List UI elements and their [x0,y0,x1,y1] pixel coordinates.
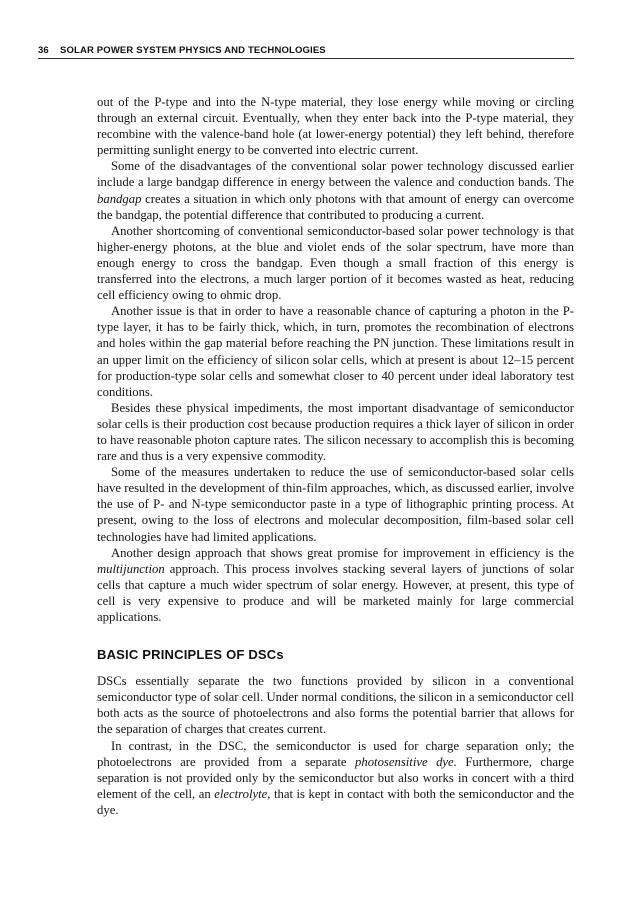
running-head-title: SOLAR POWER SYSTEM PHYSICS AND TECHNOLOGIES [60,45,326,56]
paragraph-2-part-1: Some of the disadvantages of the conventional solar power technology discussed earlier include a large bandgap difference in energy between the valence and conduction bands. The [97,159,574,190]
body-text [97,94,574,818]
section-paragraph-1: DSCs essentially separate the two functions provided by silicon in a conventional semiconductor type of solar cell. Under normal conditions, the silicon in a semiconductor cell both acts as the source of photoelectrons and also forms the potential barrier that allows for the separation of charges that creates current. [97,674,574,737]
page-number: 36 [38,45,49,56]
paragraph-7-part-2: approach. This process involves stacking several layers of junctions of solar cells that capture a much wider spectrum of solar energy. However, at present, this type of cell is very expensive to produce and will be marketed mainly for large commercial applications. [97,561,574,624]
paragraph-5: Besides these physical impediments, the most important disadvantage of semiconductor solar cells is their production cost because production requires a thick layer of silicon in order to have reasonable photon capture rates. The silicon necessary to accomplish this is becoming rare and thus is a very expensive commodity. [97,400,574,464]
paragraph-1: out of the P-type and into the N-type material, they lose energy while moving or circling through an external circuit. Eventually, when they enter back into the P-type material, they recombine with the valence-band hole (at lower-energy potential) they left behind, therefore permitting sunlight energy to be converted into electric current. [97,95,574,158]
term-electrolyte: electrolyte, [214,786,271,801]
running-head [38,45,574,56]
paragraph-3: Another shortcoming of conventional semiconductor-based solar power technology is that higher-energy photons, at the blue and violet ends of the solar spectrum, have more than enough energy to cross the bandgap. Even though a small fraction of this energy is transferred into the electrons, a much larger portion of it becomes wasted as heat, reducing cell efficiency owing to ohmic drop. [97,223,574,303]
section-paragraph-2-part-1: In contrast, in the DSC, the semiconductor is used for charge separation only; the photoelectrons are provided from a separate [97,738,574,769]
section-paragraph-2-part-3: that is kept in contact with both the semiconductor and the dye. [97,786,574,817]
paragraph-7-part-1: Another design approach that shows great promise for improvement in efficiency is the [111,545,574,560]
section-paragraph-2-part-2: Furthermore, charge separation is not provided only by the semiconductor but also works in concert with a third element of the cell, an [97,754,575,801]
paragraph-4: Another issue is that in order to have a reasonable chance of capturing a photon in the P-type layer, it has to be fairly thick, which, in turn, promotes the recombination of electrons and holes within the gap material before reaching the PN junction. These limitations result in an upper limit on the efficiency of silicon solar cells, which at present is about 12–15 percent for production-type solar cells and somewhat closer to 40 percent under ideal laboratory test conditions. [97,304,574,399]
term-multijunction: multijunction [97,561,165,576]
header-rule [38,58,574,59]
section-paragraph-2 [97,738,574,818]
section-heading: BASIC PRINCIPLES OF DSCs [97,647,284,663]
paragraph-2-part-2: creates a situation in which only photons with that amount of energy can overcome the bandgap, the potential difference that contributed to producing a current. [97,191,574,222]
paragraph-6: Some of the measures undertaken to reduce the use of semiconductor-based solar cells have resulted in the development of thin-film approaches, which, as discussed earlier, involve the use of P- and N-type semiconductor paste in a type of lithographic printing process. At present, owing to the loss of electrons and molecular decomposition, film-based solar cell technologies have had limited applications. [97,465,574,544]
paragraph-2 [97,158,574,222]
term-photosensitive-dye: photosensitive dye. [355,754,457,769]
paragraph-7 [97,545,574,625]
term-bandgap: bandgap [97,191,142,206]
